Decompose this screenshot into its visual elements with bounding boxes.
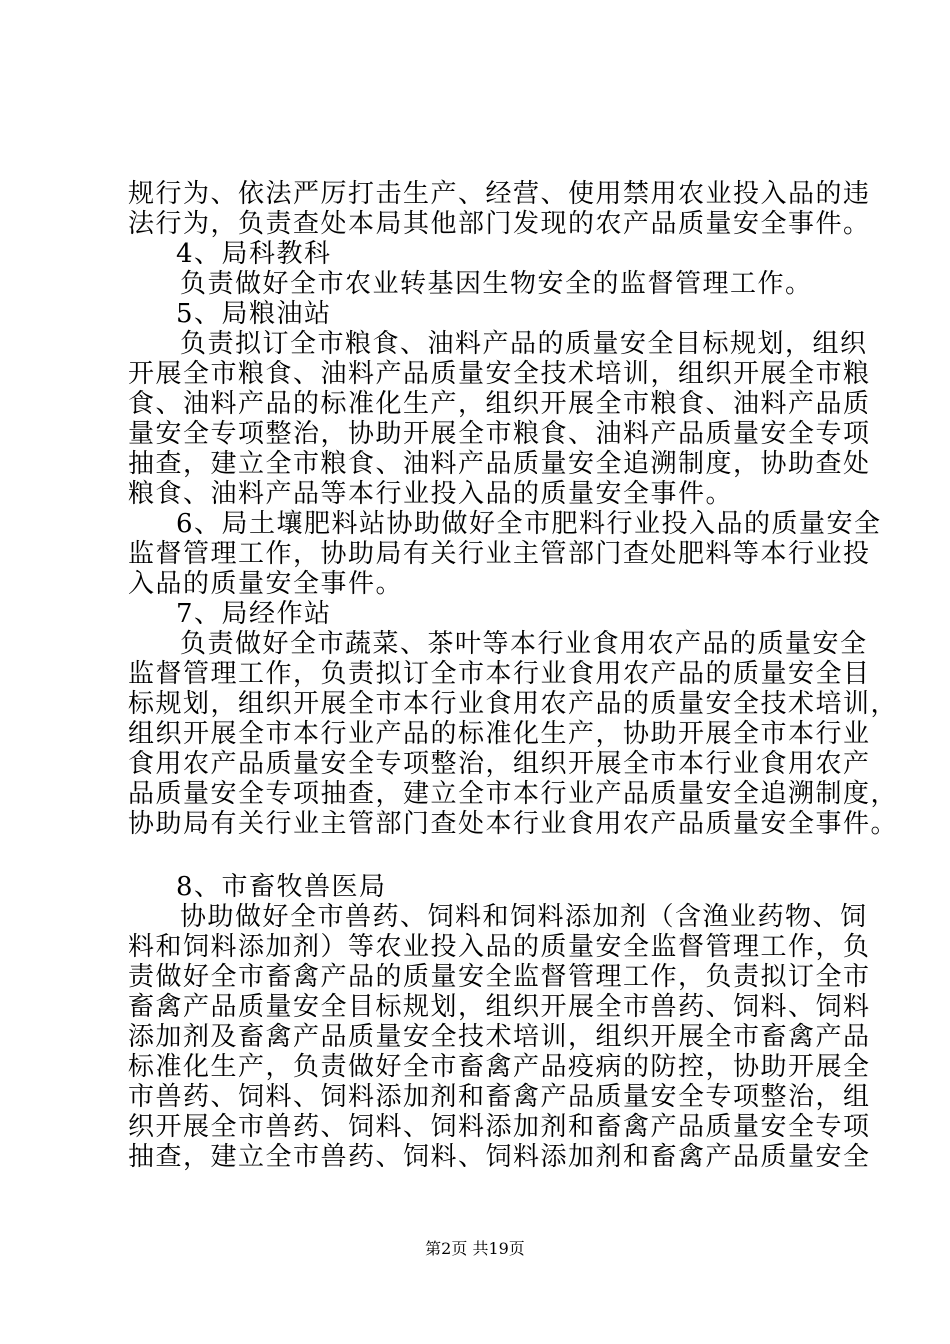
section-heading: 4、局科教科 bbox=[176, 239, 332, 269]
body-line: 添加剂及畜禽产品质量安全技术培训，组织开展全市畜禽产品 bbox=[128, 1022, 871, 1052]
body-line: 抽查，建立全市粮食、油料产品质量安全追溯制度，协助查处 bbox=[128, 449, 871, 479]
body-line: 法行为，负责查处本局其他部门发现的农产品质量安全事件。 bbox=[128, 209, 871, 239]
body-line: 织开展全市兽药、饲料、饲料添加剂和畜禽产品质量安全专项 bbox=[128, 1112, 871, 1142]
body-line: 协助做好全市兽药、饲料和饲料添加剂（含渔业药物、饲 bbox=[180, 902, 868, 932]
body-line: 标规划，组织开展全市本行业食用农产品的质量安全技术培训， bbox=[128, 689, 899, 719]
body-line: 粮食、油料产品等本行业投入品的质量安全事件。 bbox=[128, 479, 734, 509]
body-line: 畜禽产品质量安全目标规划，组织开展全市兽药、饲料、饲料 bbox=[128, 992, 871, 1022]
body-line: 协助局有关行业主管部门查处本行业食用农产品质量安全事件。 bbox=[128, 809, 899, 839]
page-number-footer: 第2页 共19页 bbox=[425, 1239, 525, 1258]
body-line: 标准化生产，负责做好全市畜禽产品疫病的防控，协助开展全 bbox=[128, 1052, 871, 1082]
body-line: 负责做好全市蔬菜、茶叶等本行业食用农产品的质量安全 bbox=[180, 629, 868, 659]
body-line: 抽查，建立全市兽药、饲料、饲料添加剂和畜禽产品质量安全 bbox=[128, 1142, 871, 1172]
body-line: 品质量安全专项抽查，建立全市本行业产品质量安全追溯制度， bbox=[128, 779, 899, 809]
body-line: 负责做好全市农业转基因生物安全的监督管理工作。 bbox=[180, 269, 813, 299]
body-line: 市兽药、饲料、饲料添加剂和畜禽产品质量安全专项整治，组 bbox=[128, 1082, 871, 1112]
body-line: 责做好全市畜禽产品的质量安全监督管理工作，负责拟订全市 bbox=[128, 962, 871, 992]
body-line: 量安全专项整治，协助开展全市粮食、油料产品质量安全专项 bbox=[128, 419, 871, 449]
body-line: 入品的质量安全事件。 bbox=[128, 569, 404, 599]
section-heading: 8、市畜牧兽医局 bbox=[176, 872, 387, 902]
body-line: 负责拟订全市粮食、油料产品的质量安全目标规划，组织 bbox=[180, 329, 868, 359]
body-line: 规行为、依法严厉打击生产、经营、使用禁用农业投入品的违 bbox=[128, 179, 871, 209]
section-heading: 7、局经作站 bbox=[176, 599, 332, 629]
body-line: 料和饲料添加剂）等农业投入品的质量安全监督管理工作，负 bbox=[128, 932, 871, 962]
body-line: 监督管理工作，负责拟订全市本行业食用农产品的质量安全目 bbox=[128, 659, 871, 689]
section-heading: 6、局土壤肥料站协助做好全市肥料行业投入品的质量安全 bbox=[176, 509, 882, 539]
body-line: 监督管理工作，协助局有关行业主管部门查处肥料等本行业投 bbox=[128, 539, 871, 569]
body-line: 开展全市粮食、油料产品质量安全技术培训，组织开展全市粮 bbox=[128, 359, 871, 389]
body-line: 组织开展全市本行业产品的标准化生产，协助开展全市本行业 bbox=[128, 719, 871, 749]
section-heading: 5、局粮油站 bbox=[176, 299, 332, 329]
body-line: 食、油料产品的标准化生产，组织开展全市粮食、油料产品质 bbox=[128, 389, 871, 419]
body-line: 食用农产品质量安全专项整治，组织开展全市本行业食用农产 bbox=[128, 749, 871, 779]
